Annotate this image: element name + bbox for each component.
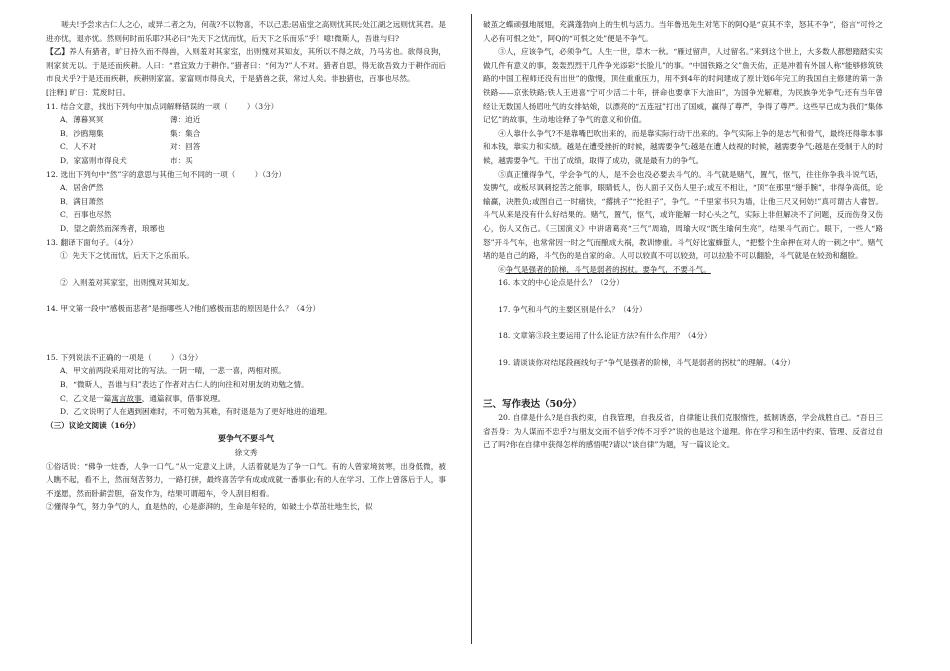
answer-space — [46, 289, 446, 302]
question-12: 12. 选出下列句中“然”字的意思与其他三句不同的一项（ ）（3分） — [46, 169, 287, 179]
annotation-note: [注释] 旷日：荒废时日。 — [46, 87, 131, 97]
answer-space — [46, 263, 446, 276]
q12-option-b: B．满目萧然 — [60, 196, 104, 206]
q11-option-c: C．人不对 对：回答 — [60, 142, 201, 152]
right-column — [483, 18, 883, 452]
q13-sentence-2: ② 入则羞对其家室，出则愧对其知友。 — [60, 277, 194, 287]
text-passage-jia-end: 嗟夫!予尝求古仁人之心，或异二者之为，何哉?不以物喜，不以己悲;居庙堂之高则忧其民;处江湖之远则忧其君。是进亦忧，退亦忧。然则何时而乐耶?其必曰“先天下之忧而忧，后天下之乐而乐”乎！噫!微斯人，吾谁与归? — [46, 20, 446, 43]
q15-option-b: B．“微斯人，吾谁与归”表达了作者对古仁人的向往和对朋友的劝勉之情。 — [60, 380, 309, 390]
passage-yi-body: 养人有猎者，旷日持久而不得兽，入则羞对其家室，出则愧对其知友，其所以不得之故，乃马劣也。欲得良狗，则家贫无以。于是还而疾耕。人曰：“君宜致力于耕作。”猎者曰：“何为?”人不对。猎者自思，得无欲吾致力于耕作而后市良犬乎?于是还而疾耕，疾耕则家富。家富则市得良犬，于是猎兽之获，常过人矣。非独猎也，百事也尽然。 — [46, 47, 447, 84]
fable-link[interactable]: 寓言故事 — [111, 393, 142, 403]
essay-author: 徐文秀 — [234, 448, 258, 458]
question-14: 14. 甲文第一段中“感极而悲者”是指哪些人?他们感极而悲的原因是什么？（4分） — [46, 304, 321, 314]
essay-paragraph-2: ②懂得争气，努力争气的人，血是热的，心是澎湃的，生命是年轻的，如破土小草茁壮地生长，似 — [46, 502, 373, 512]
question-18: 18. 文章第③段主要运用了什么论证方法?有什么作用？（4分） — [498, 331, 712, 341]
question-15: 15. 下列说法不正确的一项是（ ）（3分） — [46, 352, 203, 362]
q12-option-d: D．望之蔚然而深秀者，琅琊也 — [60, 223, 165, 233]
q11-option-d: D．家富则市得良犬 市：买 — [60, 155, 193, 165]
underlined-sentence: 争气是强者的阶梯，斗气是弱者的拐杖。要争气，不要斗气。 — [505, 264, 711, 274]
essay-paragraph-5: ⑤真正懂得争气，学会争气的人，是不会也没必要去斗气的。斗气就是赌气，置气，怄气，往往你争我斗说气话，发脾气，或板尽讽刺挖苦之能事，眼睛低人，伤人面子又伤人里子;或互不相让，“顶”在那里“掰手腕”，非得争高低，论输赢，决胜负;或图自己一时痛快，“撂挑子”“抡担子”，争气。“千里家书只为墙，让他三尺又何妨!”真可谓古人睿智。斗气从来是没有什么好结果的。赌气，置气，怄气，或许能解一时心头之气，实际上非但解决不了问题，反而伤身又伤心，伤人又伤己。《三国演义》中讲诸葛亮“三气”周瑜，周瑜大叹“既生瑜何生亮”，结果斗气而亡。眼下，一些人“路怒”开斗气车，也常常因一时之气而酿成大祸，教训惨重。斗气好比蜜蜂蜇人，“把整个生命押在对人的一刺之中”。赌气堵的是自己的路，斗气伤的是自家的命。人可以较真不可以较劲，可以拉脸不可以翻脸，斗气就是在较劲和翻脸。 — [483, 169, 883, 261]
answer-space — [46, 338, 446, 351]
essay-paragraph-1: ①俗话说：“佛争一炷香，人争一口气。”从一定意义上讲，人活着就是为了争一口气。有的人曾家境贫寒，出身低微，被人瞧不起，看不上，然而刻苦努力，一路打拼，最终喜苦学有成或成就一番事业;有的人在学习、工作上曾落后于人，事不遂愿，然而卧薪尝胆，奋发作为，结果可谓超车，令人刮目相看。 — [46, 461, 446, 498]
essay-paragraph-6: ⑥争气是强者的阶梯，斗气是弱者的拐杖。要争气，不要斗气。 — [498, 264, 711, 274]
question-13: 13. 翻译下面句子。（4分） — [46, 237, 138, 247]
q15-option-d: D．乙文说明了人在遇到困难时，不可勉为其难，有时退是为了更好地进的道理。 — [60, 407, 332, 417]
q12-option-a: A．居舍俨然 — [60, 183, 104, 193]
q15-option-a: A．甲文前两段采用对比的写法。一阴一晴，一悲一喜，两相对照。 — [60, 366, 286, 376]
answer-space — [483, 290, 883, 303]
answer-space — [46, 316, 446, 338]
passage-yi-label: 【乙】 — [46, 47, 70, 57]
question-20: 20. 自律是什么?是自我约束，自我管理，自我反省，自律能让我们克服惰性，抵制诱惑，学会战胜自己。“吾日三省吾身：为人谋而不忠乎?与朋友交而不信乎?传不习乎?”说的也是这个道理。你在学习和生活中约束、管理、反省过自己了吗?你在自律中获得怎样的感悟呢?请以“谈自律”为题，写一篇议论文。 — [483, 413, 883, 450]
column-divider — [471, 14, 472, 644]
question-16: 16. 本文的中心论点是什么？（2分） — [498, 278, 624, 288]
essay-paragraph-4: ④人靠什么争气?不是靠嘴巴吹出来的，而是靠实际行动干出来的。争气实际上争的是志气和骨气，最终还得靠本事和本钱，靠实力和实绩。越是在遭受挫折的时候，越需要争气;越是在遭人歧视的时候，越需要争气;越是在受制于人的时候，越需要争气。干出了成绩，取得了成功，就是最有力的争气。 — [483, 128, 883, 165]
answer-space — [483, 343, 883, 356]
essay-paragraph-2-cont: 破茧之蝶顽强地展翅，充满蓬勃向上的生机与活力。当年鲁迅先生对笔下的阿Q是“哀其不幸，怒其不争”，俗言“可怜之人必有可恨之处”，阿Q的“可恨之处”便是不争气。 — [483, 20, 883, 43]
answer-space — [483, 370, 883, 392]
question-11: 11. 结合文意，找出下列句中加点词解释错误的一项（ ）（3分） — [46, 101, 279, 111]
answer-space — [483, 316, 883, 329]
q11-option-b: B．沙鸥翔集 集：集合 — [60, 128, 201, 138]
q11-option-a: A．薄暮冥冥 薄：迫近 — [60, 115, 201, 125]
question-17: 17. 争气和斗气的主要区别是什么？（4分） — [498, 304, 647, 314]
q15-option-c: C．乙文是一篇寓言故事，通篇叙事，借事说理。 — [60, 393, 226, 403]
question-19: 19. 请谈谈你对结尾段画线句子“争气是强者的阶梯，斗气是弱者的拐杖”的理解。（4分） — [498, 358, 795, 368]
essay-title: 要争气不要斗气 — [218, 433, 274, 444]
section-writing: 三、写作表达（50分） — [483, 398, 582, 410]
q12-option-c: C．百事也尽然 — [60, 210, 112, 220]
section-argumentative-reading: （三）议论文阅读（16分） — [46, 420, 141, 430]
essay-paragraph-3: ③人，应该争气，必须争气。人生一世，草木一秋。“雁过留声，人过留名。”来到这个世上，大多数人都想踏踏实实做几件有意义的事，轰轰烈烈干几件争光添彩“长脸儿”的事。“中国铁路之父”詹天佑，正是冲着有外国人称“能够修筑铁路的中国工程师还没有出世”的傲慢，顶住重重压力，用不到4年的时间建成了原计划6年完工的我国自主修建的第一条铁路——京张铁路;铁人王进喜“宁可少活二十年，拼命也要拿下大油田”，为国争光解难，为民族争光争气;还有当年曾经让无数国人扬眉吐气的女排姑娘，以漂亮的“五连冠”打出了国威，赢得了尊严，争得了尊严。这些早已成为我们“集体记忆”的故事，生动地诠释了争气的意义和价值。 — [483, 47, 883, 125]
q13-sentence-1: ① 先天下之忧而忧，后天下之乐而乐。 — [60, 251, 194, 261]
left-column — [46, 18, 446, 514]
text-passage-yi — [46, 45, 446, 86]
